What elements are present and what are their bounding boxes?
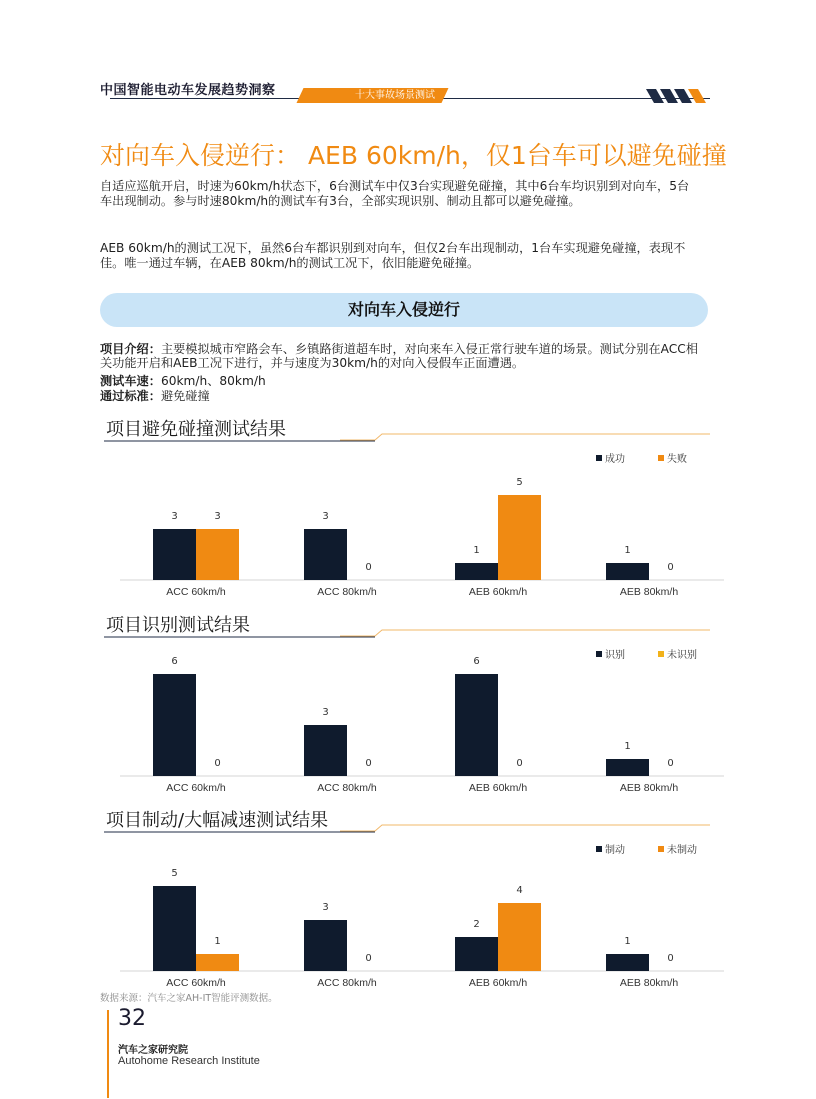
speed-text: 60km/h、80km/h bbox=[160, 374, 266, 388]
data-label: 0 bbox=[667, 758, 674, 769]
bar bbox=[606, 759, 649, 776]
legend-swatch bbox=[596, 455, 602, 461]
legend-label: 未制动 bbox=[667, 845, 697, 856]
legend-label: 未识别 bbox=[667, 650, 697, 661]
bar bbox=[153, 674, 196, 776]
test-speed bbox=[100, 374, 710, 388]
paragraph-aeb: AEB 60km/h的测试工况下，虽然6台车都识别到对向车，但仅2台车出现制动，1台车实现避免碰撞，表现不佳。唯一通过车辆，在AEB 80km/h的测试工况下，依旧能避免碰撞。 bbox=[100, 241, 686, 270]
standard-text: 避免碰撞 bbox=[160, 389, 210, 403]
bar bbox=[304, 529, 347, 580]
legend-swatch bbox=[658, 846, 664, 852]
data-label: 3 bbox=[171, 511, 178, 522]
page-number: 32 bbox=[118, 1006, 146, 1031]
category-label: AEB 80km/h bbox=[619, 977, 679, 989]
category-label: AEB 60km/h bbox=[468, 586, 528, 598]
title-underline bbox=[340, 434, 710, 440]
data-label: 1 bbox=[624, 936, 631, 947]
data-label: 0 bbox=[667, 953, 674, 964]
collision-chart bbox=[100, 428, 730, 600]
org-name-cn: 汽车之家研究院 bbox=[118, 1045, 188, 1056]
category-label: AEB 60km/h bbox=[468, 977, 528, 989]
data-label: 1 bbox=[473, 545, 480, 556]
data-label: 3 bbox=[214, 511, 221, 522]
legend-label: 成功 bbox=[605, 454, 625, 465]
data-label: 3 bbox=[322, 707, 329, 718]
bar bbox=[304, 725, 347, 776]
legend-label: 识别 bbox=[605, 650, 625, 661]
data-label: 6 bbox=[473, 656, 480, 667]
data-label: 0 bbox=[365, 953, 372, 964]
intro-text: 主要模拟城市窄路会车、乡镇路街道超车时，对向来车入侵正常行驶车道的场景。测试分别在ACC相关功能开启和AEB工况下进行，并与速度为30km/h的对向入侵假车正面遭遇。 bbox=[100, 342, 698, 370]
category-label: ACC 60km/h bbox=[166, 977, 226, 989]
data-label: 0 bbox=[214, 758, 221, 769]
stripes-decoration-icon bbox=[646, 89, 706, 103]
category-label: AEB 80km/h bbox=[619, 586, 679, 598]
bar bbox=[455, 563, 498, 580]
bar bbox=[196, 954, 239, 971]
data-source: 数据来源：汽车之家AH-IT智能评测数据。 bbox=[100, 993, 278, 1004]
recognition-chart bbox=[100, 624, 730, 796]
data-label: 0 bbox=[365, 758, 372, 769]
category-label: ACC 60km/h bbox=[166, 782, 226, 794]
bar bbox=[498, 495, 541, 580]
legend-swatch bbox=[596, 651, 602, 657]
project-intro bbox=[100, 342, 710, 370]
standard-label: 通过标准： bbox=[100, 389, 161, 403]
data-label: 6 bbox=[171, 656, 178, 667]
data-label: 0 bbox=[516, 758, 523, 769]
paragraph-acc: 自适应巡航开启，时速为60km/h状态下，6台测试车中仅3台实现避免碰撞，其中6台车均识别到对向车，5台车出现制动。参与时速80km/h的测试车有3台，全部实现识别、制动且都可以避免碰撞。 bbox=[100, 179, 690, 208]
chart-title-recognition: 项目识别测试结果 bbox=[106, 615, 250, 636]
data-label: 5 bbox=[171, 868, 178, 879]
legend-label: 失败 bbox=[667, 454, 687, 465]
data-label: 3 bbox=[322, 902, 329, 913]
data-label: 3 bbox=[322, 511, 329, 522]
bar bbox=[455, 937, 498, 971]
data-label: 0 bbox=[667, 562, 674, 573]
data-label: 1 bbox=[214, 936, 221, 947]
category-label: ACC 80km/h bbox=[317, 586, 377, 598]
pass-standard bbox=[100, 389, 710, 403]
data-label: 0 bbox=[365, 562, 372, 573]
data-label: 1 bbox=[624, 741, 631, 752]
intro-label: 项目介绍： bbox=[100, 342, 161, 356]
speed-label: 测试车速： bbox=[100, 374, 161, 388]
bar bbox=[196, 529, 239, 580]
scenario-banner: 对向车入侵逆行 bbox=[100, 293, 708, 327]
category-label: AEB 60km/h bbox=[468, 782, 528, 794]
bar bbox=[606, 563, 649, 580]
data-label: 4 bbox=[516, 885, 523, 896]
data-label: 1 bbox=[624, 545, 631, 556]
data-label: 5 bbox=[516, 477, 523, 488]
legend-swatch bbox=[658, 455, 664, 461]
category-label: ACC 60km/h bbox=[166, 586, 226, 598]
category-label: AEB 80km/h bbox=[619, 782, 679, 794]
bar bbox=[455, 674, 498, 776]
bar bbox=[304, 920, 347, 971]
chart-title-braking: 项目制动/大幅减速测试结果 bbox=[106, 810, 329, 831]
title-underline bbox=[340, 630, 710, 636]
bar bbox=[153, 529, 196, 580]
bar bbox=[498, 903, 541, 971]
bar bbox=[606, 954, 649, 971]
legend-swatch bbox=[658, 651, 664, 657]
report-title: 中国智能电动车发展趋势洞察 bbox=[100, 83, 276, 98]
section-tag: 十大事故场景测试 bbox=[355, 90, 435, 101]
legend-swatch bbox=[596, 846, 602, 852]
chart-title-collision: 项目避免碰撞测试结果 bbox=[106, 419, 286, 440]
data-label: 2 bbox=[473, 919, 480, 930]
braking-chart bbox=[100, 819, 730, 991]
footer-accent-bar bbox=[107, 1010, 109, 1098]
legend-label: 制动 bbox=[605, 845, 625, 856]
bar bbox=[153, 886, 196, 971]
category-label: ACC 80km/h bbox=[317, 782, 377, 794]
category-label: ACC 80km/h bbox=[317, 977, 377, 989]
title-underline bbox=[340, 825, 710, 831]
page-title: 对向车入侵逆行： AEB 60km/h，仅1台车可以避免碰撞 bbox=[100, 141, 727, 170]
org-name-en: Autohome Research Institute bbox=[118, 1055, 260, 1067]
